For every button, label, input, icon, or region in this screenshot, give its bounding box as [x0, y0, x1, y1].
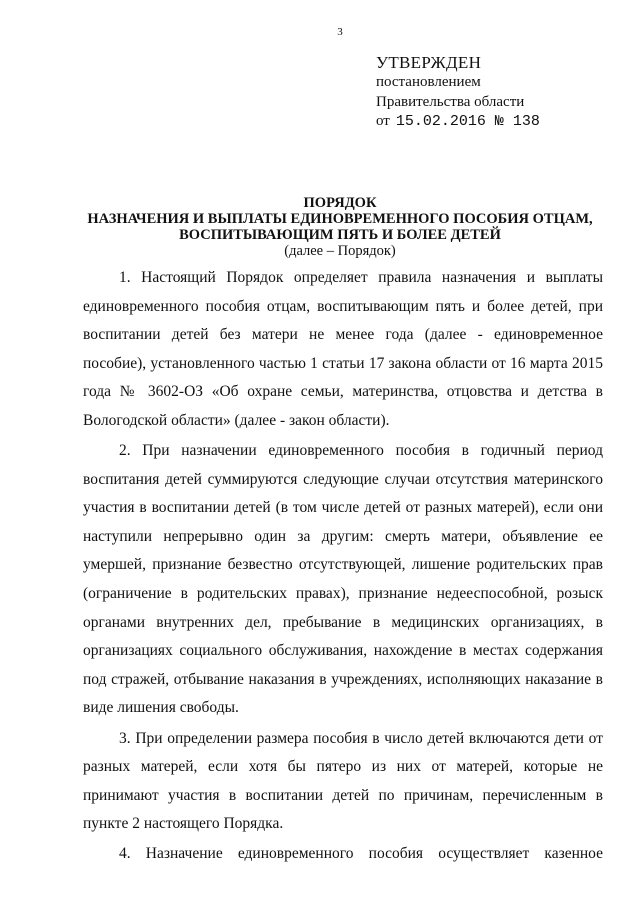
paragraph-3: 3. При определении размера пособия в число детей включаются дети от разных матерей, если хотя бы пятеро из них от матерей, которые не принимают участия в воспитании детей по причинам, перечисленным в пункте 2 настоящего Порядка.	[83, 729, 603, 833]
title-line-3: ВОСПИТЫВАЮЩИМ ПЯТЬ И БОЛЕЕ ДЕТЕЙ	[179, 227, 501, 243]
paragraph-4: 4. Назначение единовременного пособия осуществляет казенное	[119, 845, 603, 863]
approval-heading: УТВЕРЖДЕН	[376, 53, 482, 72]
paragraph-2: 2. При назначении единовременного пособия в годичный период воспитания детей суммируются следующие случаи отсутствия материнского участия в воспитании детей (в том числе детей от разных матерей), если они наступили непрерывно один за другим: смерть матери, объявление ее умершей, признание безвестно отсутствующей, лишение родительских прав (ограничение в родительских правах), признание недееспособной, розыск органами внутренних дел, пребывание в медицинских организациях, в организациях социального обслуживания, нахождение в местах содержания под стражей, отбывание наказания в учреждениях, исполняющих наказание в виде лишения свободы.	[83, 442, 603, 717]
approval-line-2: Правительства области	[376, 93, 525, 110]
page-number: 3	[337, 26, 343, 38]
document-title	[60, 195, 620, 259]
title-line-4: (далее – Порядок)	[284, 243, 396, 259]
approval-date-stamp: 15.02.2016 № 138	[395, 113, 540, 130]
paragraph-1: 1. Настоящий Порядок определяет правила назначения и выплаты единовременного пособия отцам, воспитывающим пять и более детей, при воспитании детей без матери не менее года (далее - единовременное пособие), установленного частью 1 статьи 17 закона области от 16 марта 2015 года № 3602-ОЗ «Об охране семьи, материнства, отцовства и детства в Вологодской области» (далее - закон области).	[83, 269, 603, 429]
approval-date-line	[376, 112, 616, 132]
approval-line-1: постановлением	[376, 74, 481, 90]
document-body	[83, 264, 603, 870]
title-line-1: ПОРЯДОК	[303, 195, 377, 211]
approval-date-prefix: от	[376, 113, 390, 129]
title-line-2: НАЗНАЧЕНИЯ И ВЫПЛАТЫ ЕДИНОВРЕМЕННОГО ПОСОБИЯ ОТЦАМ,	[87, 211, 593, 227]
approval-block	[376, 52, 616, 132]
